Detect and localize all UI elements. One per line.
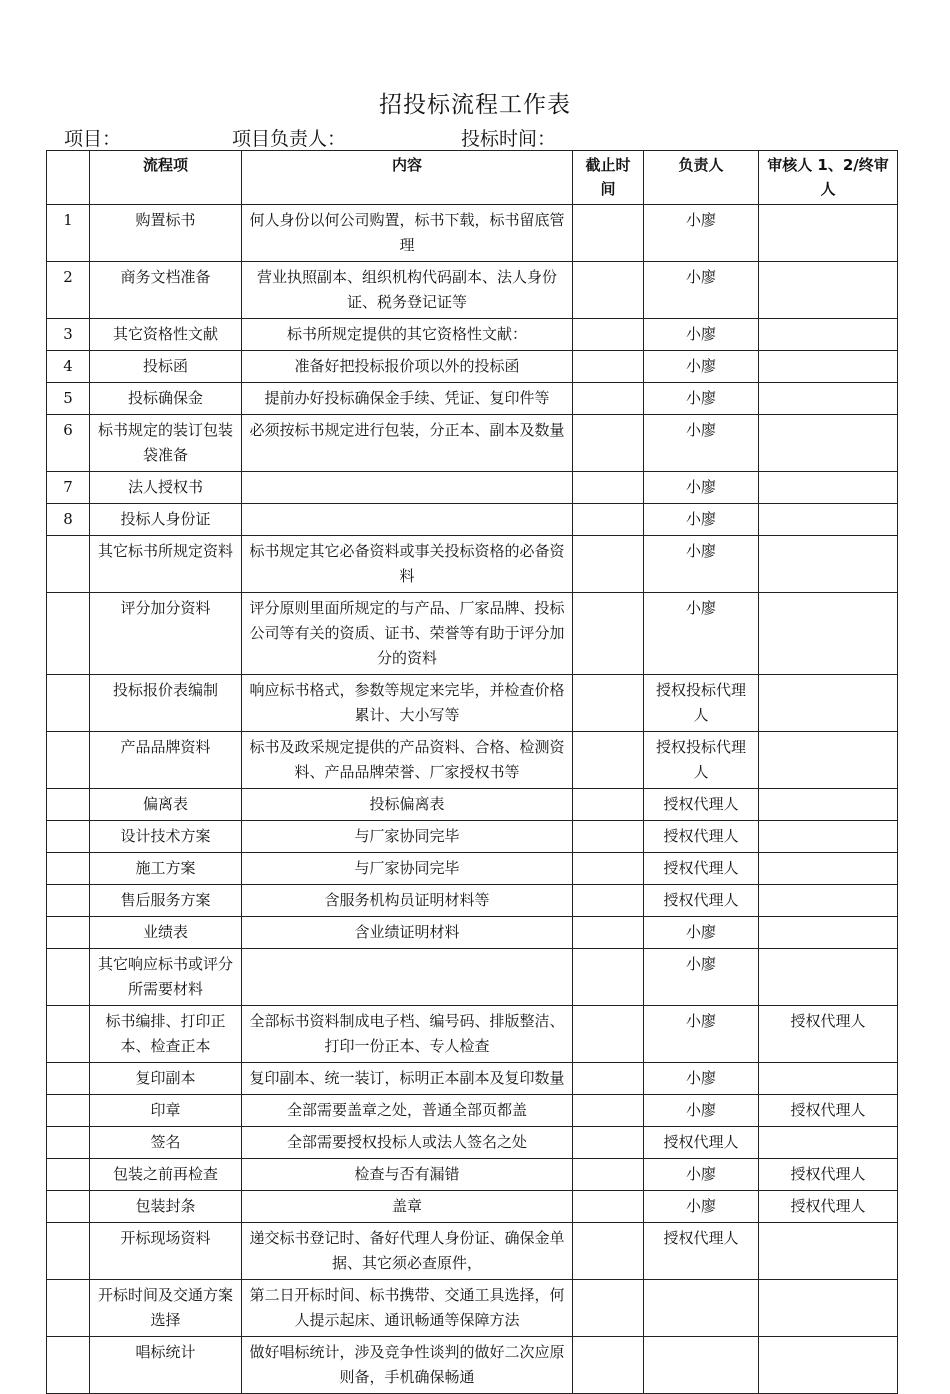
cell-num — [47, 1127, 90, 1159]
cell-owner: 小廖 — [644, 504, 759, 536]
cell-content: 标书及政采规定提供的产品资料、合格、检测资料、产品品牌荣誉、厂家授权书等 — [242, 732, 573, 789]
cell-num — [47, 1337, 90, 1394]
cell-item: 签名 — [90, 1127, 242, 1159]
table-row — [47, 1127, 898, 1159]
table-row — [47, 1006, 898, 1063]
cell-item: 产品品牌资料 — [90, 732, 242, 789]
cell-content: 投标偏离表 — [242, 789, 573, 821]
cell-reviewer — [759, 732, 898, 789]
cell-num — [47, 1191, 90, 1223]
cell-num — [47, 1095, 90, 1127]
cell-reviewer: 授权代理人 — [759, 1006, 898, 1063]
cell-item: 标书编排、打印正本、检查正本 — [90, 1006, 242, 1063]
cell-item: 设计技术方案 — [90, 821, 242, 853]
cell-item: 评分加分资料 — [90, 593, 242, 675]
cell-item: 投标报价表编制 — [90, 675, 242, 732]
cell-item: 施工方案 — [90, 853, 242, 885]
cell-reviewer — [759, 472, 898, 504]
cell-item: 业绩表 — [90, 917, 242, 949]
table-row — [47, 917, 898, 949]
cell-owner: 小廖 — [644, 262, 759, 319]
cell-deadline — [573, 885, 644, 917]
cell-owner: 授权投标代理人 — [644, 732, 759, 789]
cell-deadline — [573, 262, 644, 319]
cell-deadline — [573, 593, 644, 675]
cell-num — [47, 853, 90, 885]
cell-num — [47, 1006, 90, 1063]
cell-owner: 小廖 — [644, 205, 759, 262]
cell-content: 准备好把投标报价项以外的投标函 — [242, 351, 573, 383]
cell-reviewer: 授权代理人 — [759, 1159, 898, 1191]
header-reviewer: 审核人 1、2/终审人 — [759, 151, 898, 205]
cell-owner: 小廖 — [644, 1159, 759, 1191]
cell-item: 印章 — [90, 1095, 242, 1127]
cell-reviewer — [759, 1127, 898, 1159]
table-row — [47, 472, 898, 504]
cell-content: 何人身份以何公司购置，标书下载，标书留底管理 — [242, 205, 573, 262]
cell-deadline — [573, 383, 644, 415]
cell-deadline — [573, 1191, 644, 1223]
cell-content: 营业执照副本、组织机构代码副本、法人身份证、税务登记证等 — [242, 262, 573, 319]
table-row — [47, 885, 898, 917]
cell-num — [47, 732, 90, 789]
cell-deadline — [573, 351, 644, 383]
cell-content: 全部标书资料制成电子档、编号码、排版整洁、打印一份正本、专人检查 — [242, 1006, 573, 1063]
cell-reviewer — [759, 205, 898, 262]
cell-num — [47, 675, 90, 732]
cell-content: 评分原则里面所规定的与产品、厂家品牌、投标公司等有关的资质、证书、荣誉等有助于评分加分的资料 — [242, 593, 573, 675]
table-row — [47, 732, 898, 789]
cell-deadline — [573, 205, 644, 262]
table-row — [47, 789, 898, 821]
cell-item: 标书规定的装订包装袋准备 — [90, 415, 242, 472]
cell-reviewer — [759, 504, 898, 536]
cell-deadline — [573, 1280, 644, 1337]
cell-deadline — [573, 536, 644, 593]
cell-owner: 授权代理人 — [644, 821, 759, 853]
cell-owner: 小廖 — [644, 536, 759, 593]
cell-deadline — [573, 853, 644, 885]
header-content: 内容 — [242, 151, 573, 205]
cell-num — [47, 593, 90, 675]
cell-deadline — [573, 415, 644, 472]
cell-content: 标书规定其它必备资料或事关投标资格的必备资料 — [242, 536, 573, 593]
cell-owner: 小廖 — [644, 1095, 759, 1127]
cell-owner: 小廖 — [644, 319, 759, 351]
cell-deadline — [573, 1127, 644, 1159]
cell-item: 法人授权书 — [90, 472, 242, 504]
cell-item: 包装封条 — [90, 1191, 242, 1223]
project-label: 项目： — [64, 128, 122, 150]
cell-owner: 授权代理人 — [644, 789, 759, 821]
cell-num: 6 — [47, 415, 90, 472]
cell-item: 购置标书 — [90, 205, 242, 262]
table-row — [47, 536, 898, 593]
table-row — [47, 1191, 898, 1223]
cell-item: 投标人身份证 — [90, 504, 242, 536]
cell-item: 其它响应标书或评分所需要材料 — [90, 949, 242, 1006]
cell-reviewer — [759, 1337, 898, 1394]
cell-item: 售后服务方案 — [90, 885, 242, 917]
table-row — [47, 949, 898, 1006]
cell-owner: 授权代理人 — [644, 885, 759, 917]
cell-content: 递交标书登记时、备好代理人身份证、确保金单据、其它须必查原件， — [242, 1223, 573, 1280]
cell-reviewer — [759, 1063, 898, 1095]
page-title: 招投标流程工作表 — [379, 92, 571, 118]
cell-reviewer: 授权代理人 — [759, 1095, 898, 1127]
cell-num: 4 — [47, 351, 90, 383]
cell-item: 偏离表 — [90, 789, 242, 821]
cell-deadline — [573, 504, 644, 536]
cell-deadline — [573, 472, 644, 504]
table-row — [47, 262, 898, 319]
cell-content: 必须按标书规定进行包装，分正本、副本及数量 — [242, 415, 573, 472]
cell-reviewer: 授权代理人 — [759, 1191, 898, 1223]
cell-content: 含业绩证明材料 — [242, 917, 573, 949]
table-row — [47, 1223, 898, 1280]
cell-owner: 小廖 — [644, 917, 759, 949]
cell-num — [47, 1280, 90, 1337]
cell-content: 复印副本、统一装订，标明正本副本及复印数量 — [242, 1063, 573, 1095]
cell-num — [47, 536, 90, 593]
cell-content: 盖章 — [242, 1191, 573, 1223]
cell-owner: 小廖 — [644, 415, 759, 472]
cell-owner: 小廖 — [644, 949, 759, 1006]
cell-deadline — [573, 917, 644, 949]
cell-owner: 小廖 — [644, 1006, 759, 1063]
cell-num — [47, 917, 90, 949]
cell-num — [47, 1159, 90, 1191]
cell-deadline — [573, 1063, 644, 1095]
cell-content: 全部需要盖章之处，普通全部页都盖 — [242, 1095, 573, 1127]
cell-reviewer — [759, 593, 898, 675]
cell-owner: 小廖 — [644, 351, 759, 383]
cell-num: 1 — [47, 205, 90, 262]
header-item: 流程项 — [90, 151, 242, 205]
cell-reviewer — [759, 917, 898, 949]
cell-reviewer — [759, 536, 898, 593]
table-row — [47, 821, 898, 853]
cell-owner: 小廖 — [644, 593, 759, 675]
cell-content: 第二日开标时间、标书携带、交通工具选择，何人提示起床、通讯畅通等保障方法 — [242, 1280, 573, 1337]
table-row — [47, 1095, 898, 1127]
cell-item: 复印副本 — [90, 1063, 242, 1095]
cell-item: 包装之前再检查 — [90, 1159, 242, 1191]
bid-time-label: 投标时间： — [461, 128, 557, 150]
table-row — [47, 593, 898, 675]
cell-num: 5 — [47, 383, 90, 415]
cell-owner: 小廖 — [644, 472, 759, 504]
table-body — [47, 205, 898, 1394]
cell-num: 7 — [47, 472, 90, 504]
cell-reviewer — [759, 351, 898, 383]
cell-num: 8 — [47, 504, 90, 536]
table-row — [47, 351, 898, 383]
cell-reviewer — [759, 415, 898, 472]
cell-num — [47, 949, 90, 1006]
cell-content: 与厂家协同完毕 — [242, 853, 573, 885]
cell-num — [47, 1063, 90, 1095]
cell-reviewer — [759, 821, 898, 853]
cell-owner: 授权代理人 — [644, 853, 759, 885]
cell-content: 含服务机构员证明材料等 — [242, 885, 573, 917]
cell-owner: 小廖 — [644, 1191, 759, 1223]
table-row — [47, 504, 898, 536]
cell-content: 全部需要授权投标人或法人签名之处 — [242, 1127, 573, 1159]
cell-owner: 小廖 — [644, 383, 759, 415]
cell-reviewer — [759, 789, 898, 821]
cell-deadline — [573, 789, 644, 821]
cell-reviewer — [759, 1223, 898, 1280]
table-row — [47, 205, 898, 262]
cell-reviewer — [759, 853, 898, 885]
header-num — [47, 151, 90, 205]
header-owner: 负责人 — [644, 151, 759, 205]
header-deadline: 截止时间 — [573, 151, 644, 205]
table-row — [47, 1063, 898, 1095]
cell-reviewer — [759, 319, 898, 351]
table-row — [47, 853, 898, 885]
cell-deadline — [573, 1223, 644, 1280]
cell-item: 投标确保金 — [90, 383, 242, 415]
cell-deadline — [573, 949, 644, 1006]
cell-content: 检查与否有漏错 — [242, 1159, 573, 1191]
table-row — [47, 383, 898, 415]
cell-deadline — [573, 675, 644, 732]
cell-item: 开标现场资料 — [90, 1223, 242, 1280]
cell-owner — [644, 1280, 759, 1337]
cell-content — [242, 472, 573, 504]
cell-content: 标书所规定提供的其它资格性文献： — [242, 319, 573, 351]
cell-reviewer — [759, 949, 898, 1006]
cell-item: 其它资格性文献 — [90, 319, 242, 351]
table-row — [47, 1337, 898, 1394]
cell-item: 商务文档准备 — [90, 262, 242, 319]
cell-num — [47, 1223, 90, 1280]
cell-deadline — [573, 1337, 644, 1394]
cell-num — [47, 821, 90, 853]
cell-content — [242, 949, 573, 1006]
cell-owner — [644, 1337, 759, 1394]
table-row — [47, 319, 898, 351]
cell-content — [242, 504, 573, 536]
table-row — [47, 415, 898, 472]
cell-owner: 授权投标代理人 — [644, 675, 759, 732]
cell-reviewer — [759, 1280, 898, 1337]
cell-num — [47, 885, 90, 917]
cell-reviewer — [759, 675, 898, 732]
table-row — [47, 1159, 898, 1191]
cell-owner: 授权代理人 — [644, 1127, 759, 1159]
manager-label: 项目负责人： — [232, 128, 347, 150]
cell-deadline — [573, 319, 644, 351]
cell-item: 其它标书所规定资料 — [90, 536, 242, 593]
cell-num — [47, 789, 90, 821]
cell-deadline — [573, 821, 644, 853]
table-row — [47, 1280, 898, 1337]
cell-reviewer — [759, 262, 898, 319]
cell-content: 与厂家协同完毕 — [242, 821, 573, 853]
cell-reviewer — [759, 885, 898, 917]
cell-deadline — [573, 1159, 644, 1191]
cell-item: 投标函 — [90, 351, 242, 383]
cell-deadline — [573, 1006, 644, 1063]
cell-item: 唱标统计 — [90, 1337, 242, 1394]
cell-deadline — [573, 1095, 644, 1127]
cell-content: 响应标书格式，参数等规定来完毕，并检查价格累计、大小写等 — [242, 675, 573, 732]
cell-owner: 授权代理人 — [644, 1223, 759, 1280]
header-row — [47, 151, 898, 205]
cell-reviewer — [759, 383, 898, 415]
cell-owner: 小廖 — [644, 1063, 759, 1095]
cell-deadline — [573, 732, 644, 789]
workflow-table — [46, 150, 898, 1394]
cell-content: 提前办好投标确保金手续、凭证、复印件等 — [242, 383, 573, 415]
cell-num: 2 — [47, 262, 90, 319]
table-row — [47, 675, 898, 732]
cell-content: 做好唱标统计，涉及竞争性谈判的做好二次应原则备，手机确保畅通 — [242, 1337, 573, 1394]
cell-item: 开标时间及交通方案选择 — [90, 1280, 242, 1337]
cell-num: 3 — [47, 319, 90, 351]
